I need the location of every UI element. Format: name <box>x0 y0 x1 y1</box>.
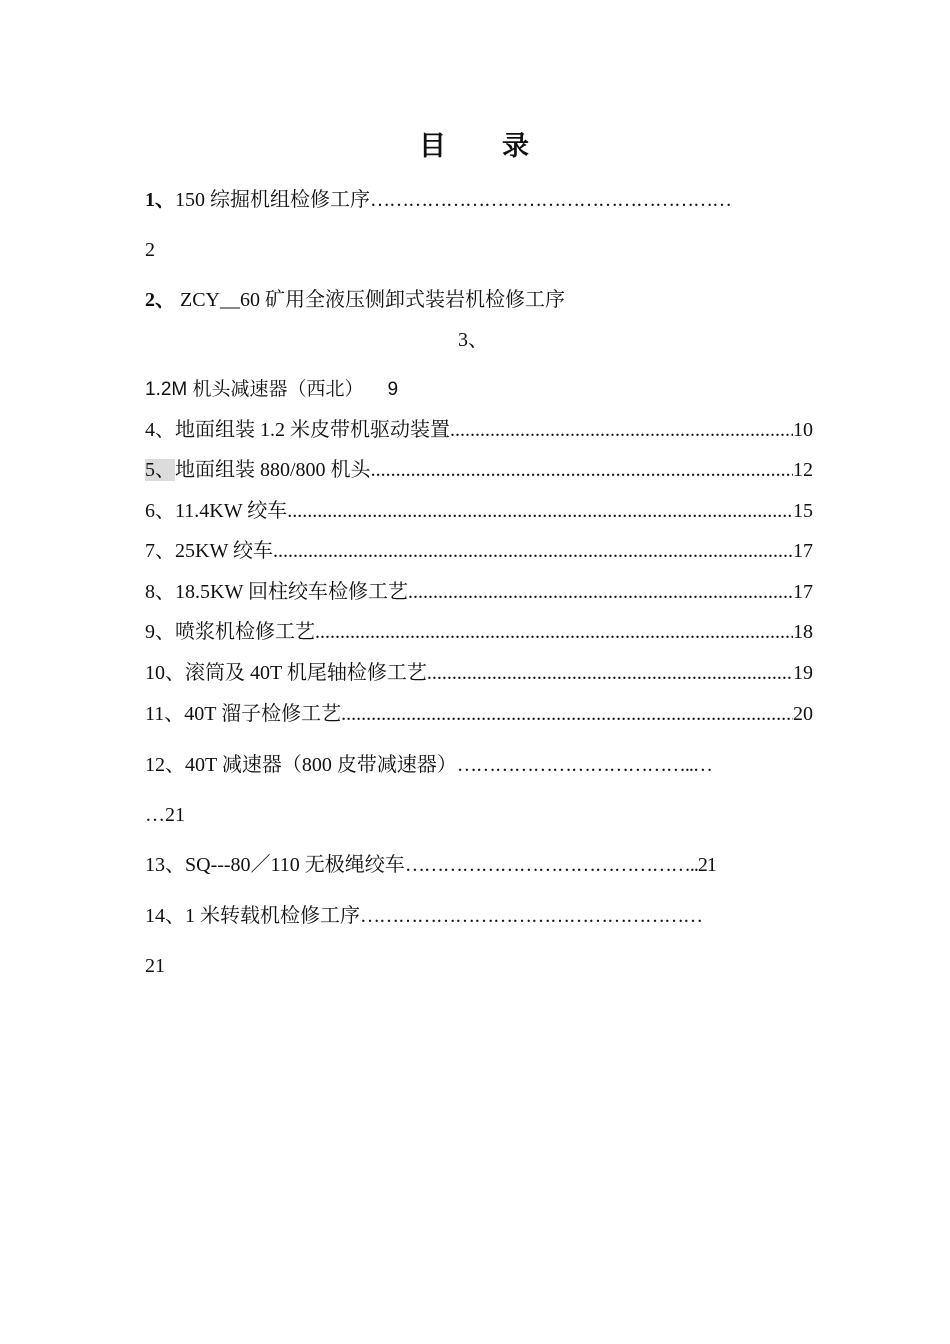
toc-entry-number: 14、 <box>145 905 185 927</box>
toc-entry-page: 12 <box>793 459 813 481</box>
toc-entry-14[interactable] <box>145 902 702 930</box>
toc-entry-leader <box>371 456 793 484</box>
toc-entry-leader <box>427 659 793 687</box>
toc-entry-number: 7、 <box>145 540 175 562</box>
toc-entry-title: 滚筒及 40T 机尾轴检修工艺 <box>185 662 427 684</box>
toc-entry-number: 13、 <box>145 854 185 876</box>
toc-entry-8[interactable] <box>145 578 813 606</box>
toc-entry-leader <box>450 416 793 444</box>
toc-entry-7[interactable] <box>145 537 813 565</box>
toc-entry-12-continuation: …21 <box>145 804 185 826</box>
toc-entry-number: 5、 <box>145 459 175 481</box>
toc-entry-title: 40T 减速器（800 皮带减速器） <box>185 754 457 776</box>
toc-entry-page: 18 <box>793 621 813 643</box>
toc-entry-leader: ……………………………………………… <box>360 905 702 927</box>
title-char-left: 目 <box>419 131 448 161</box>
toc-entry-number: 8、 <box>145 581 175 603</box>
toc-entry-title: 11.4KW 绞车 <box>175 500 288 522</box>
toc-entry-number: 11、 <box>145 703 185 725</box>
toc-entry-page: 19 <box>793 662 813 684</box>
toc-entry-6[interactable] <box>145 497 813 525</box>
toc-entry-title: 150 综掘机组检修工序 <box>175 189 370 211</box>
toc-entry-title: 18.5KW 回柱绞车检修工艺 <box>175 581 408 603</box>
toc-entry-page: 10 <box>793 419 813 441</box>
toc-entry-title: 地面组装 1.2 米皮带机驱动装置 <box>175 419 450 441</box>
toc-entry-1-page: 2 <box>145 239 155 261</box>
toc-entry-5[interactable] <box>145 456 813 484</box>
toc-entry-4[interactable] <box>145 416 813 444</box>
toc-entry-leader: ………………………………………………… <box>370 189 731 211</box>
toc-entry-number: 9、 <box>145 621 175 643</box>
toc-entry-page: 15 <box>793 500 813 522</box>
toc-entry-page: 9 <box>387 379 399 400</box>
toc-entry-2[interactable] <box>145 286 565 314</box>
toc-entry-title: 地面组装 880/800 机头 <box>175 459 371 481</box>
toc-entry-title: 40T 溜子检修工艺 <box>184 703 342 725</box>
toc-entry-leader: ………………………………………..21 <box>404 854 716 876</box>
toc-entry-number: 6、 <box>145 500 175 522</box>
toc-entry-page: 20 <box>793 703 813 725</box>
title-char-right: 录 <box>502 131 531 161</box>
toc-entry-title: SQ---80／110 无极绳绞车 <box>185 854 405 876</box>
toc-entry-title: 1.2M 机头减速器（西北） <box>145 379 364 400</box>
page-title <box>0 124 950 163</box>
toc-entry-3[interactable] <box>145 376 398 404</box>
toc-entry-1[interactable] <box>145 186 731 214</box>
toc-entry-10[interactable] <box>145 659 813 687</box>
toc-entry-title: ZCY__60 矿用全液压侧卸式装岩机检修工序 <box>175 289 565 311</box>
toc-entry-13[interactable] <box>145 851 716 879</box>
toc-entry-number: 2、 <box>145 289 175 311</box>
toc-entry-3-number: 3、 <box>458 329 488 351</box>
toc-entry-leader <box>273 537 793 565</box>
toc-entry-number: 4、 <box>145 419 175 441</box>
toc-entry-title: 25KW 绞车 <box>175 540 273 562</box>
toc-entry-number: 12、 <box>145 754 185 776</box>
toc-entry-page: 17 <box>793 581 813 603</box>
toc-entry-11[interactable] <box>145 700 813 728</box>
toc-entry-leader: ………………………………..… <box>456 754 712 776</box>
toc-entry-leader <box>315 618 793 646</box>
toc-entry-number: 1、 <box>145 189 175 211</box>
toc-entry-title: 1 米转载机检修工序 <box>185 905 360 927</box>
toc-entry-leader <box>341 700 793 728</box>
toc-entry-9[interactable] <box>145 618 813 646</box>
toc-entry-page: 17 <box>793 540 813 562</box>
toc-entry-14-page: 21 <box>145 955 165 977</box>
toc-entry-title: 喷浆机检修工艺 <box>175 621 315 643</box>
toc-entry-12[interactable] <box>145 751 712 779</box>
toc-entry-leader <box>408 578 793 606</box>
toc-entry-leader <box>287 497 793 525</box>
toc-entry-number: 10、 <box>145 662 185 684</box>
